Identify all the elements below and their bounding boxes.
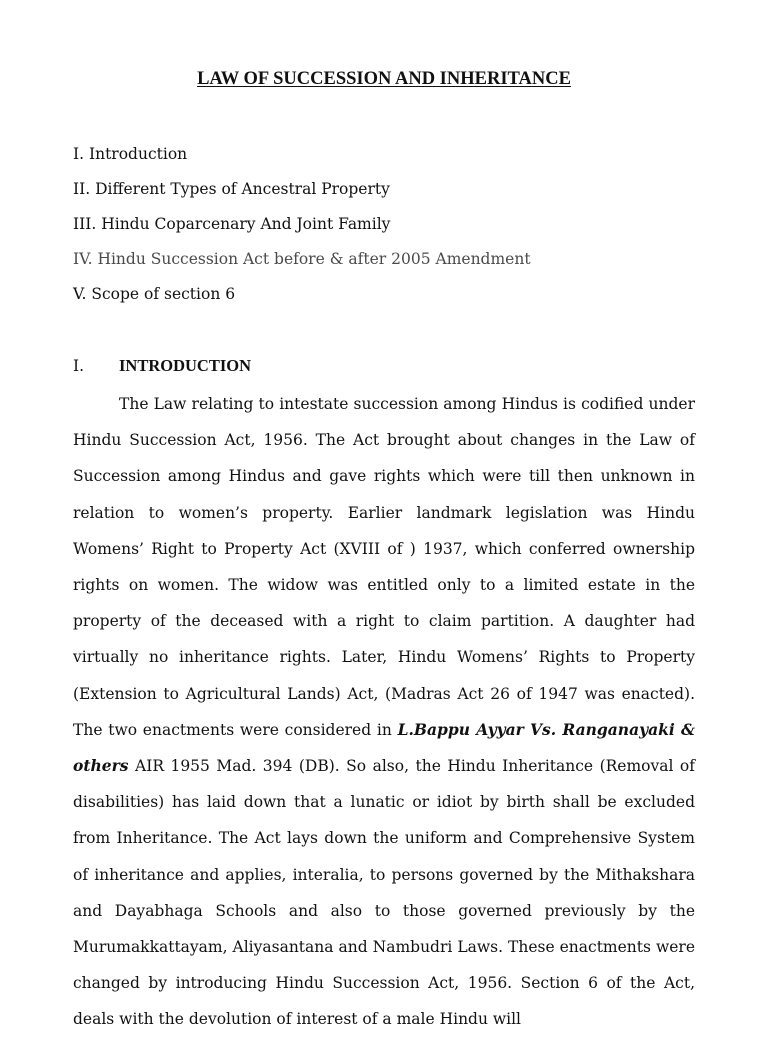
section-number: I. [73, 357, 85, 375]
toc-item-section-6: V. Scope of section 6 [73, 285, 236, 303]
table-of-contents [73, 144, 531, 319]
toc-item-introduction: I. Introduction [73, 145, 188, 163]
case-citation: L.Bappu Ayyar Vs. Ranganayaki & others [73, 719, 696, 776]
paragraph-text-part2: AIR 1955 Mad. 394 (DB). So also, the Hindu Inheritance (Removal of disabilities) has laid down that a lunatic or idiot by birth shall be excluded from Inheritance. The Act lays down the uniform and Comprehensive System of inheritance and applies, interalia, to persons governed by the Mithakshara and Dayabhaga Schools and also to those governed previously by the Murumakkattayam, Aliyasantana and Nambudri Laws. These enactments were changed by introducing Hindu Succession Act, 1956. Section 6 of the Act, deals with the devolution of interest of a male Hindu will [73, 757, 695, 1029]
section-heading [73, 356, 251, 376]
document-title: LAW OF SUCCESSION AND INHERITANCE [197, 69, 571, 89]
toc-item-ancestral-property: II. Different Types of Ancestral Property [73, 180, 390, 198]
section-title: INTRODUCTION [119, 356, 252, 375]
toc-item-coparcenary: III. Hindu Coparcenary And Joint Family [73, 215, 391, 233]
introduction-paragraph [73, 386, 695, 1038]
paragraph-text-part1: The Law relating to intestate succession among Hindus is codified under Hindu Succession Act, 1956. The Act brought about changes in the Law of Succession among Hindus and gave rights which were till then unknown in relation to women’s property. Earlier landmark legislation was Hindu Womens’ Right to Property Act (XVIII of ) 1937, which conferred ownership rights on women. The widow was entitled only to a limited estate in the property of the deceased with a right to claim partition. A daughter had virtually no inheritance rights. Later, Hindu Womens’ Rights to Property (Extension to Agricultural Lands) Act, (Madras Act 26 of 1947 was enacted). The two enactments were considered in [73, 395, 695, 739]
toc-item-succession-act: IV. Hindu Succession Act before & after 2005 Amendment [73, 250, 531, 268]
